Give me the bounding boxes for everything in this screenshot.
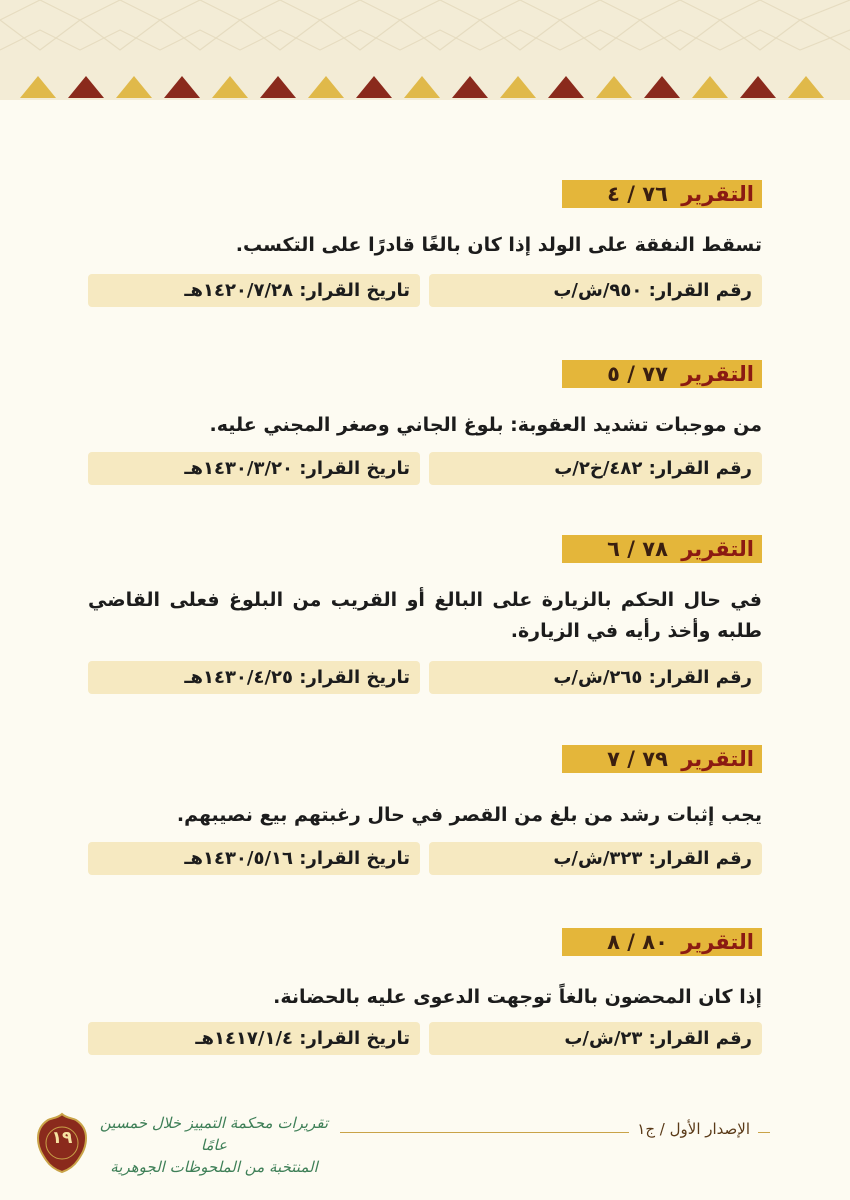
entry-text: يجب إثبات رشد من بلغ من القصر في حال رغبتهم بيع نصيبهم.: [176, 804, 762, 826]
series-logo: [96, 1112, 332, 1174]
entry-title-box: [562, 360, 762, 388]
header-ornament: [0, 0, 850, 100]
entry-title-box: [562, 745, 762, 773]
footer-edition-label: الإصدار الأول / ج١: [629, 1120, 758, 1138]
decision-number: رقم القرار: ٤٨٢/خ٢/ب: [429, 452, 762, 485]
decision-date: تاريخ القرار: ١٤١٧/١/٤هـ: [88, 1022, 420, 1055]
entry-title-box: [562, 928, 762, 956]
decision-date: تاريخ القرار: ١٤٣٠/٥/١٦هـ: [88, 842, 420, 875]
logo-line-2: المنتخبة من الملحوظات الجوهرية: [110, 1158, 318, 1176]
entry-title: التقرير: [681, 747, 754, 771]
logo-line-1: تقريرات محكمة التمييز خلال خمسين عامًا: [99, 1114, 329, 1154]
entry-text: إذا كان المحضون بالغاً توجهت الدعوى عليه بالحضانة.: [273, 986, 762, 1008]
entry-title-box: [562, 180, 762, 208]
header-pattern-graphic: [0, 0, 850, 100]
page-number: ١٩: [51, 1128, 73, 1148]
entry-title: التقرير: [681, 362, 754, 386]
decision-number: رقم القرار: ٣٢٣/ش/ب: [429, 842, 762, 875]
entry-text: من موجبات تشديد العقوبة: بلوغ الجاني وصغر المجني عليه.: [209, 414, 762, 436]
entry-text: تسقط النفقة على الولد إذا كان بالغًا قادرًا على التكسب.: [235, 234, 762, 256]
decision-date: تاريخ القرار: ١٤٣٠/٣/٢٠هـ: [88, 452, 420, 485]
decision-date: تاريخ القرار: ١٤٢٠/٧/٢٨هـ: [88, 274, 420, 307]
decision-number: رقم القرار: ٢٦٥/ش/ب: [429, 661, 762, 694]
entry-title: التقرير: [681, 182, 754, 206]
entry-title-numbers: ٨٠ / ٨: [607, 930, 668, 954]
entry-title-numbers: ٧٨ / ٦: [607, 537, 668, 561]
entry-title: التقرير: [681, 537, 754, 561]
decision-number: رقم القرار: ٩٥٠/ش/ب: [429, 274, 762, 307]
entry-text: في حال الحكم بالزيارة على البالغ أو القريب من البلوغ فعلى القاضي طلبه وأخذ رأيه في الزيارة.: [88, 589, 762, 642]
entry-title: التقرير: [681, 930, 754, 954]
entry-title-box: [562, 535, 762, 563]
decision-number: رقم القرار: ٢٣/ش/ب: [429, 1022, 762, 1055]
entry-title-numbers: ٧٧ / ٥: [607, 362, 668, 386]
entry-title-numbers: ٧٦ / ٤: [607, 182, 668, 206]
entry-title-numbers: ٧٩ / ٧: [607, 747, 668, 771]
decision-date: تاريخ القرار: ١٤٣٠/٤/٢٥هـ: [88, 661, 420, 694]
